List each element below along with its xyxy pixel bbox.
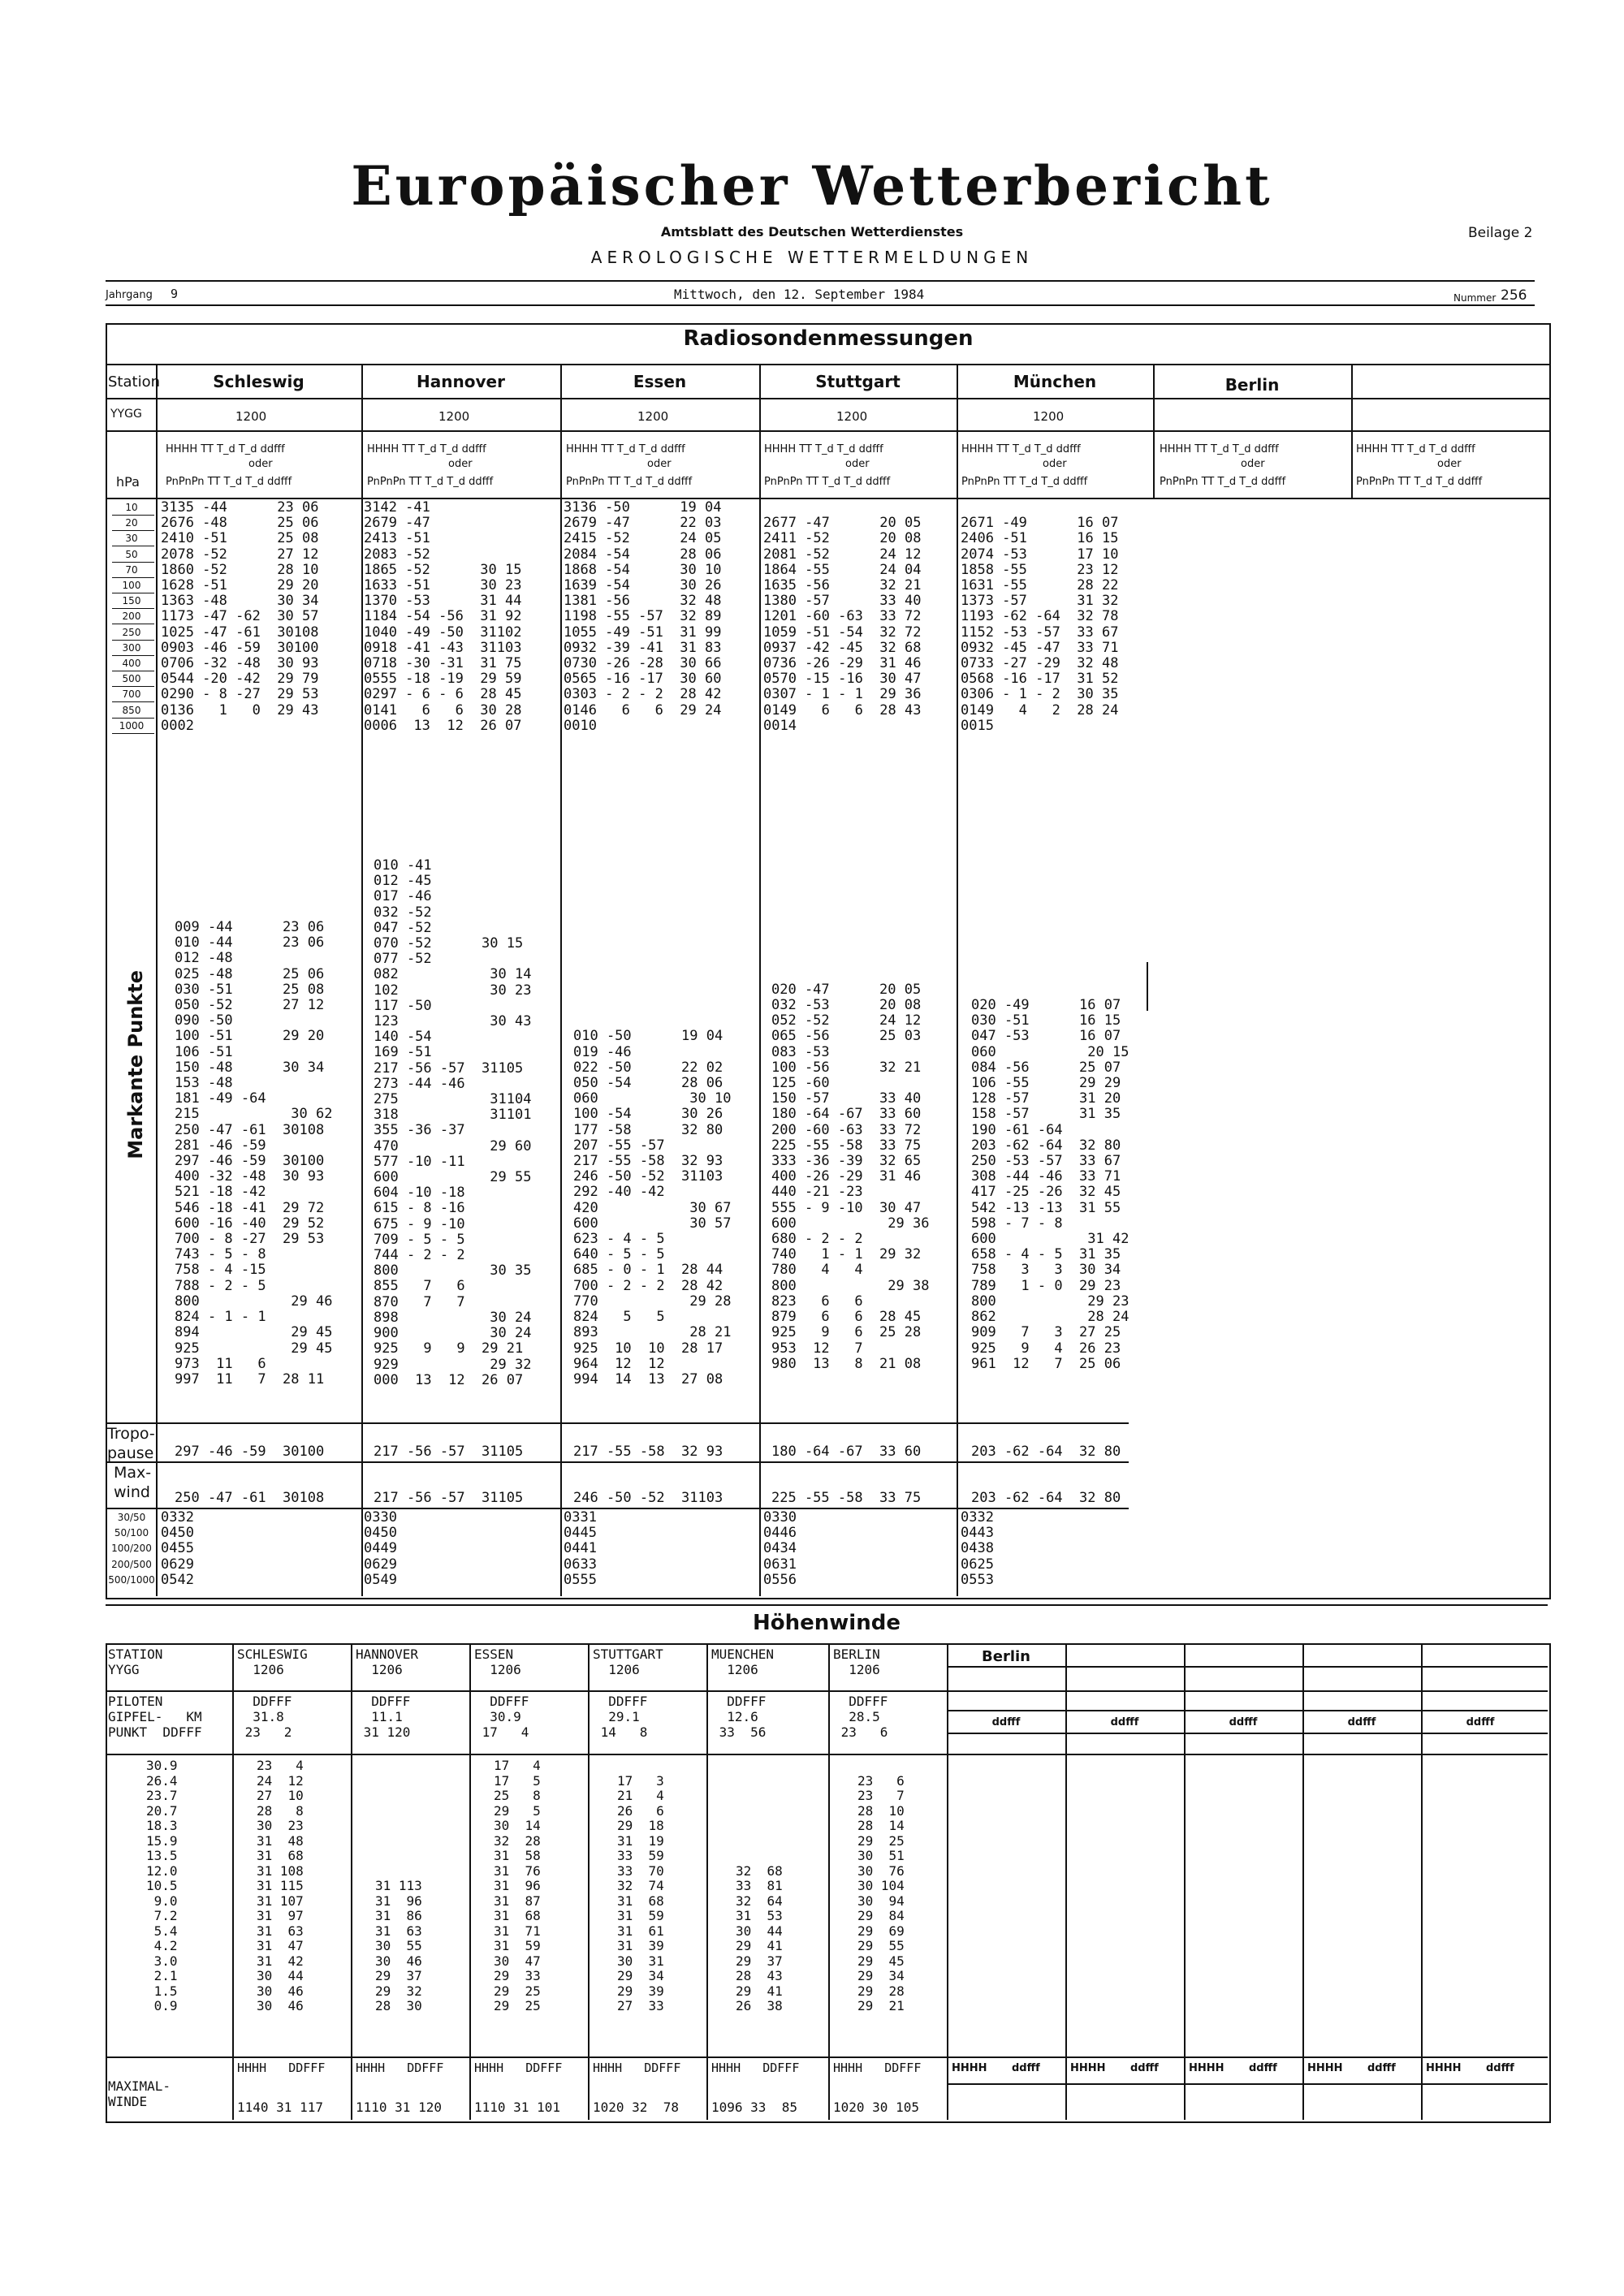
row-rule — [106, 2056, 1548, 2058]
max-value: 1020 30 105 — [833, 2100, 919, 2115]
row-rule — [106, 1690, 1548, 1692]
ddfff-label: ddfff — [991, 1716, 1021, 1728]
header-rule-2 — [106, 304, 1535, 306]
standard-hannover: 3142 -41 2679 -47 2413 -51 2083 -52 1865 -52 30 15 1633 -51 30 23 1370 -53 31 44 1184 -54 -56 31 92 1040 -49 -50 31102 0918 -41 -43 31103 0718 -30 -31 31 75 0555 -18 -19 29 59 0297 - 6 - 6 28 45 0141 6 6 30 28 0006 13 12 26 07 — [364, 499, 522, 734]
yygg-value: 1200 — [637, 409, 669, 424]
level-label: 250 — [122, 626, 141, 638]
winds-left-labels: STATION YYGG PILOTEN GIPFEL- KM PUNKT DDFFF — [108, 1646, 202, 1741]
max-label: MAXIMAL- WINDE — [108, 2078, 171, 2110]
max-header: HHHH DDFFF — [237, 2061, 326, 2075]
station-hannover: Hannover — [417, 372, 505, 391]
markante-punkte-text: Markante Punkte — [124, 970, 147, 1159]
col-rule — [1147, 962, 1148, 1011]
marked-stuttgart: 020 -47 20 05 032 -53 20 08 052 -52 24 12 065 -56 25 03 083 -53 100 -56 32 21 125 -60 150 -57 33 40 180 -64 -67 33 60 200 -60 -63 33 72 225 -55 -58 33 75 333 -36 -39 32 65 400 -26 -29 31 46 440 -21 -23 555 - 9 -10 30 47 600 29 36 680 - 2 - 2 740 1 - 1 29 32 780 4 4 800 29 38 823 6 6 879 6 6 28 45 925 9 6 25 28 953 12 7 980 13 8 21 08 — [771, 981, 930, 1372]
col-head: HHHH TT T_d T_d ddfff — [166, 443, 285, 455]
level-label: 700 — [122, 688, 141, 701]
col-head: HHHH TT T_d T_d ddfff — [764, 443, 883, 455]
subtitle: Amtsblatt des Deutschen Wetterdienstes — [660, 224, 964, 240]
max-header: HHHH DDFFF — [474, 2061, 563, 2075]
maxwind-value: 250 -47 -61 30108 — [175, 1490, 325, 1506]
winds-col-berlin: 23 6 23 7 28 10 28 14 29 25 30 51 30 76 30 104 30 94 29 84 29 69 29 55 29 45 29 34 29 28 29 21 — [857, 1772, 905, 2013]
markante-punkte-label — [121, 970, 145, 1167]
level-label: 10 — [125, 502, 138, 513]
col-head: PnPnPn TT T_d T_d ddfff — [764, 476, 891, 488]
col-rule — [1184, 1643, 1186, 2120]
standard-stuttgart: 2677 -47 20 05 2411 -52 20 08 2081 -52 24 12 1864 -55 24 04 1635 -56 32 21 1380 -57 33 40 1201 -60 -63 33 72 1059 -51 -54 32 72 0937 -42 -45 32 68 0736 -26 -29 31 46 0570 -15 -16 30 47 0307 - 1 - 1 29 36 0149 6 6 28 43 0014 — [763, 515, 922, 734]
col-rule — [1065, 1643, 1067, 2120]
tropo-value: 217 -56 -57 31105 — [374, 1444, 524, 1460]
level-label: 400 — [122, 658, 141, 669]
ddfff-label: ddfff — [1130, 2062, 1159, 2074]
col-rule — [588, 1643, 590, 2120]
level-label: 100 — [122, 580, 141, 591]
row-rule — [106, 364, 1549, 365]
level-rule — [112, 686, 154, 687]
winds-col-schleswig: 23 4 24 12 27 10 28 8 30 23 31 48 31 68 31 108 31 115 31 107 31 97 31 63 31 47 31 42 30 44 30 46 30 46 — [257, 1758, 304, 2013]
level-rule — [112, 577, 154, 578]
row-rule — [106, 1461, 1129, 1463]
level-rule — [112, 640, 154, 641]
thickness-label: 50/100 — [114, 1527, 149, 1539]
col-head: PnPnPn TT T_d T_d ddfff — [961, 476, 1088, 488]
thickness-label: 30/50 — [117, 1512, 146, 1523]
marked-schleswig: 009 -44 23 06 010 -44 23 06 012 -48 025 -48 25 06 030 -51 25 08 050 -52 27 12 090 -50 100 -51 29 20 106 -51 150 -48 30 34 153 -48 181 -49 -64 215 30 62 250 -47 -61 30108 281 -46 -59 297 -46 -59 30100 400 -32 -48 30 93 521 -18 -42 546 -18 -41 29 72 600 -16 -40 29 52 700 - 8 -27 29 53 743 - 5 - 8 758 - 4 -15 788 - 2 - 5 800 29 46 824 - 1 - 1 894 29 45 925 29 45 973 11 6 997 11 7 28 11 — [175, 919, 333, 1388]
thickness-label: 500/1000 — [108, 1573, 155, 1586]
col-rule — [957, 364, 958, 1596]
col-oder: oder — [1437, 458, 1462, 470]
hhhh-label: HHHH — [1307, 2062, 1343, 2074]
winds-station: ESSEN 1206 DDFFF 30.9 17 4 — [474, 1646, 529, 1741]
level-label: 150 — [122, 595, 141, 607]
station-stuttgart: Stuttgart — [815, 372, 901, 391]
jahrgang-label: Jahrgang — [106, 289, 153, 301]
row-rule — [947, 2083, 1548, 2085]
ddfff-label: ddfff — [1466, 1716, 1495, 1728]
col-head: HHHH TT T_d T_d ddfff — [961, 443, 1081, 455]
col-rule — [560, 364, 562, 1596]
max-value: 1096 33 85 — [711, 2100, 797, 2115]
thickness-hannover: 0330 0450 0449 0629 0549 — [364, 1509, 397, 1588]
row-rule — [106, 1604, 1548, 1606]
col-head: HHHH TT T_d T_d ddfff — [566, 443, 685, 455]
row-rule — [947, 1666, 1548, 1668]
winds-right-station: Berlin — [982, 1648, 1030, 1665]
col-rule — [351, 1643, 352, 2120]
max-value: 1020 32 78 — [593, 2100, 679, 2115]
ddfff-label: ddfff — [1249, 2062, 1277, 2074]
hpa-label: hPa — [116, 474, 140, 490]
level-rule — [112, 515, 154, 516]
hhhh-label: HHHH — [1426, 2062, 1462, 2074]
jahrgang-value: 9 — [171, 287, 179, 301]
max-header: HHHH DDFFF — [593, 2061, 681, 2075]
col-oder: oder — [647, 458, 672, 470]
level-label: 500 — [122, 673, 141, 685]
level-rule — [112, 562, 154, 563]
col-rule — [1302, 1643, 1304, 2120]
winds-col-hannover: 31 113 31 96 31 86 31 63 30 55 30 46 29 37 29 32 28 30 — [375, 1878, 422, 2013]
col-head: PnPnPn TT T_d T_d ddfff — [566, 476, 693, 488]
col-rule — [759, 364, 761, 1596]
level-label: 20 — [125, 517, 138, 529]
col-head: PnPnPn TT T_d T_d ddfff — [367, 476, 494, 488]
ddfff-label: ddfff — [1486, 2062, 1514, 2074]
hhhh-label: HHHH — [1070, 2062, 1106, 2074]
thickness-stuttgart: 0330 0446 0434 0631 0556 — [763, 1509, 797, 1588]
level-rule — [112, 530, 154, 531]
station-essen: Essen — [633, 372, 687, 391]
thickness-essen: 0331 0445 0441 0633 0555 — [564, 1509, 597, 1588]
thickness-muenchen: 0332 0443 0438 0625 0553 — [961, 1509, 994, 1588]
col-rule — [706, 1643, 708, 2120]
winds-station: MUENCHEN 1206 DDFFF 12.6 33 56 — [711, 1646, 775, 1741]
col-oder: oder — [448, 458, 473, 470]
col-head: HHHH TT T_d T_d ddfff — [1356, 443, 1475, 455]
maxwind-value: 217 -56 -57 31105 — [374, 1490, 524, 1506]
max-header: HHHH DDFFF — [833, 2061, 922, 2075]
col-oder: oder — [845, 458, 870, 470]
yygg-value: 1200 — [235, 409, 267, 424]
nummer-label: Nummer — [1453, 292, 1497, 304]
row-rule — [106, 1422, 1129, 1424]
level-label: 200 — [122, 611, 141, 623]
row-rule — [106, 398, 1549, 399]
level-label: 70 — [125, 563, 138, 576]
standard-muenchen: 2671 -49 16 07 2406 -51 16 15 2074 -53 17 10 1858 -55 23 12 1631 -55 28 22 1373 -57 31 32 1193 -62 -64 32 78 1152 -53 -57 33 67 0932 -45 -47 33 71 0733 -27 -29 32 48 0568 -16 -17 31 52 0306 - 1 - 2 30 35 0149 4 2 28 24 0015 — [961, 515, 1119, 734]
hhhh-label: HHHH — [952, 2062, 987, 2074]
beilage: Beilage 2 — [1468, 225, 1533, 241]
row-rule — [947, 1733, 1548, 1734]
level-label: 1000 — [119, 719, 145, 732]
tropo-value: 203 -62 -64 32 80 — [971, 1444, 1121, 1460]
level-label: 50 — [125, 548, 138, 560]
ddfff-label: ddfff — [1229, 1716, 1258, 1728]
section-title: AEROLOGISCHE WETTERMELDUNGEN — [590, 248, 1034, 267]
col-head: HHHH TT T_d T_d ddfff — [1160, 443, 1279, 455]
winds-station: BERLIN 1206 DDFFF 28.5 23 6 — [833, 1646, 888, 1741]
row-rule — [106, 430, 1549, 432]
station-label: Station — [108, 373, 160, 391]
winds-col-stuttgart: 17 3 21 4 26 6 29 18 31 19 33 59 33 70 32 74 31 68 31 59 31 61 31 39 30 31 29 34 29 39 27 33 — [617, 1772, 664, 2013]
winds-station: SCHLESWIG 1206 DDFFF 31.8 23 2 — [237, 1646, 308, 1741]
thickness-label: 100/200 — [111, 1543, 152, 1555]
standard-schleswig: 3135 -44 23 06 2676 -48 25 06 2410 -51 25 08 2078 -52 27 12 1860 -52 28 10 1628 -51 29 20 1363 -48 30 34 1173 -47 -62 30 57 1025 -47 -61 30108 0903 -46 -59 30100 0706 -32 -48 30 93 0544 -20 -42 29 79 0290 - 8 -27 29 53 0136 1 0 29 43 0002 — [161, 499, 319, 734]
maxwind-value: 225 -55 -58 33 75 — [771, 1490, 922, 1506]
standard-essen: 3136 -50 19 04 2679 -47 22 03 2415 -52 24 05 2084 -54 28 06 1868 -54 30 10 1639 -54 30 26 1381 -56 32 48 1198 -55 -57 32 89 1055 -49 -51 31 99 0932 -39 -41 31 83 0730 -26 -28 30 66 0565 -16 -17 30 60 0303 - 2 - 2 28 42 0146 6 6 29 24 0010 — [564, 499, 722, 734]
max-value: 1110 31 101 — [474, 2100, 560, 2115]
col-rule — [947, 1643, 948, 2120]
yygg-label: YYGG — [110, 408, 142, 421]
max-header: HHHH DDFFF — [711, 2061, 800, 2075]
col-oder: oder — [248, 458, 273, 470]
level-label: 300 — [122, 641, 141, 654]
winds-heights: 30.9 26.4 23.7 20.7 18.3 15.9 13.5 12.0 10.5 9.0 7.2 5.4 4.2 3.0 2.1 1.5 0.9 — [146, 1758, 178, 2013]
page-title: Europäischer Wetterbericht — [351, 154, 1273, 218]
max-value: 1110 31 120 — [356, 2100, 442, 2115]
hhhh-label: HHHH — [1189, 2062, 1224, 2074]
winds-col-essen: 17 4 17 5 25 8 29 5 30 14 32 28 31 58 31 76 31 96 31 87 31 68 31 71 31 59 30 47 29 33 29 25 29 25 — [494, 1758, 541, 2013]
level-rule — [112, 733, 154, 734]
col-head: PnPnPn TT T_d T_d ddfff — [166, 476, 292, 488]
tropo-value: 217 -55 -58 32 93 — [573, 1444, 723, 1460]
maxwind-value: 246 -50 -52 31103 — [573, 1490, 723, 1506]
hoehenwinde-title: Höhenwinde — [753, 1611, 901, 1635]
header-rule — [106, 280, 1535, 282]
issue-date: Mittwoch, den 12. September 1984 — [674, 287, 925, 302]
yygg-value: 1200 — [1033, 409, 1065, 424]
max-value: 1140 31 117 — [237, 2100, 323, 2115]
nummer-value: 256 — [1501, 287, 1527, 304]
tropopause-label: Tropo- pause — [107, 1425, 155, 1462]
level-rule — [112, 718, 154, 719]
col-rule — [1421, 1643, 1423, 2120]
tropo-value: 297 -46 -59 30100 — [175, 1444, 325, 1460]
marked-muenchen: 020 -49 16 07 030 -51 16 15 047 -53 16 07 060 20 15 084 -56 25 07 106 -55 29 29 128 -57 31 20 158 -57 31 35 190 -61 -64 203 -62 -64 32 80 250 -53 -57 33 67 308 -44 -46 33 71 417 -25 -26 32 45 542 -13 -13 31 55 598 - 7 - 8 600 31 42 658 - 4 - 5 31 35 758 3 3 30 34 789 1 - 0 29 23 800 29 23 862 28 24 909 7 3 27 25 925 9 4 26 23 961 12 7 25 06 — [971, 997, 1129, 1372]
ddfff-label: ddfff — [1012, 2062, 1040, 2074]
level-rule — [112, 608, 154, 609]
max-header: HHHH DDFFF — [356, 2061, 444, 2075]
winds-col-muenchen: 32 68 33 81 32 64 31 53 30 44 29 41 29 37 28 43 29 41 26 38 — [736, 1862, 783, 2013]
marked-hannover: 010 -41 012 -45 017 -46 032 -52 047 -52 070 -52 30 15 077 -52 082 30 14 102 30 23 117 -50 123 30 43 140 -54 169 -51 217 -56 -57 31105 273 -44 -46 275 31104 318 31101 355 -36 -37 470 29 60 577 -10 -11 600 29 55 604 -10 -18 615 - 8 -16 675 - 9 -10 709 - 5 - 5 744 - 2 - 2 800 30 35 855 7 6 870 7 7 898 30 24 900 30 24 925 9 9 29 21 929 29 32 000 13 12 26 07 — [374, 857, 532, 1388]
level-label: 850 — [122, 704, 141, 716]
thickness-schleswig: 0332 0450 0455 0629 0542 — [161, 1509, 194, 1588]
maxwind-value: 203 -62 -64 32 80 — [971, 1490, 1121, 1506]
winds-station: STUTTGART 1206 DDFFF 29.1 14 8 — [593, 1646, 663, 1741]
ddfff-label: ddfff — [1347, 1716, 1376, 1728]
tropo-value: 180 -64 -67 33 60 — [771, 1444, 922, 1460]
col-rule — [361, 364, 363, 1596]
col-rule — [469, 1643, 471, 2120]
row-rule — [106, 1754, 1548, 1755]
ddfff-label: ddfff — [1110, 1716, 1139, 1728]
station-muenchen: München — [1013, 372, 1097, 391]
yygg-value: 1200 — [836, 409, 868, 424]
maxwind-label: Max- wind — [114, 1464, 152, 1501]
thickness-label: 200/500 — [111, 1558, 152, 1570]
radiosonde-title: Radiosondenmessungen — [683, 326, 974, 351]
col-rule — [828, 1643, 830, 2120]
col-oder: oder — [1043, 458, 1067, 470]
level-rule — [112, 655, 154, 656]
row-rule — [947, 1710, 1548, 1711]
station-berlin: Berlin — [1224, 375, 1280, 395]
winds-station: HANNOVER 1206 DDFFF 11.1 31 120 — [356, 1646, 419, 1741]
row-rule — [106, 498, 1549, 499]
level-rule — [112, 701, 154, 702]
ddfff-label: ddfff — [1367, 2062, 1396, 2074]
station-schleswig: Schleswig — [213, 372, 304, 391]
col-head: PnPnPn TT T_d T_d ddfff — [1160, 476, 1286, 488]
yygg-value: 1200 — [438, 409, 470, 424]
col-head: PnPnPn TT T_d T_d ddfff — [1356, 476, 1483, 488]
level-label: 30 — [125, 533, 138, 545]
col-rule — [1351, 364, 1353, 498]
col-rule — [232, 1643, 234, 2120]
marked-essen: 010 -50 19 04 019 -46 022 -50 22 02 050 -54 28 06 060 30 10 100 -54 30 26 177 -58 32 80 207 -55 -57 217 -55 -58 32 93 246 -50 -52 31103 292 -40 -42 420 30 67 600 30 57 623 - 4 - 5 640 - 5 - 5 685 - 0 - 1 28 44 700 - 2 - 2 28 42 770 29 28 824 5 5 893 28 21 925 10 10 28 17 964 12 12 994 14 13 27 08 — [573, 1028, 732, 1388]
col-oder: oder — [1241, 458, 1265, 470]
col-rule — [156, 364, 158, 1596]
col-head: HHHH TT T_d T_d ddfff — [367, 443, 486, 455]
